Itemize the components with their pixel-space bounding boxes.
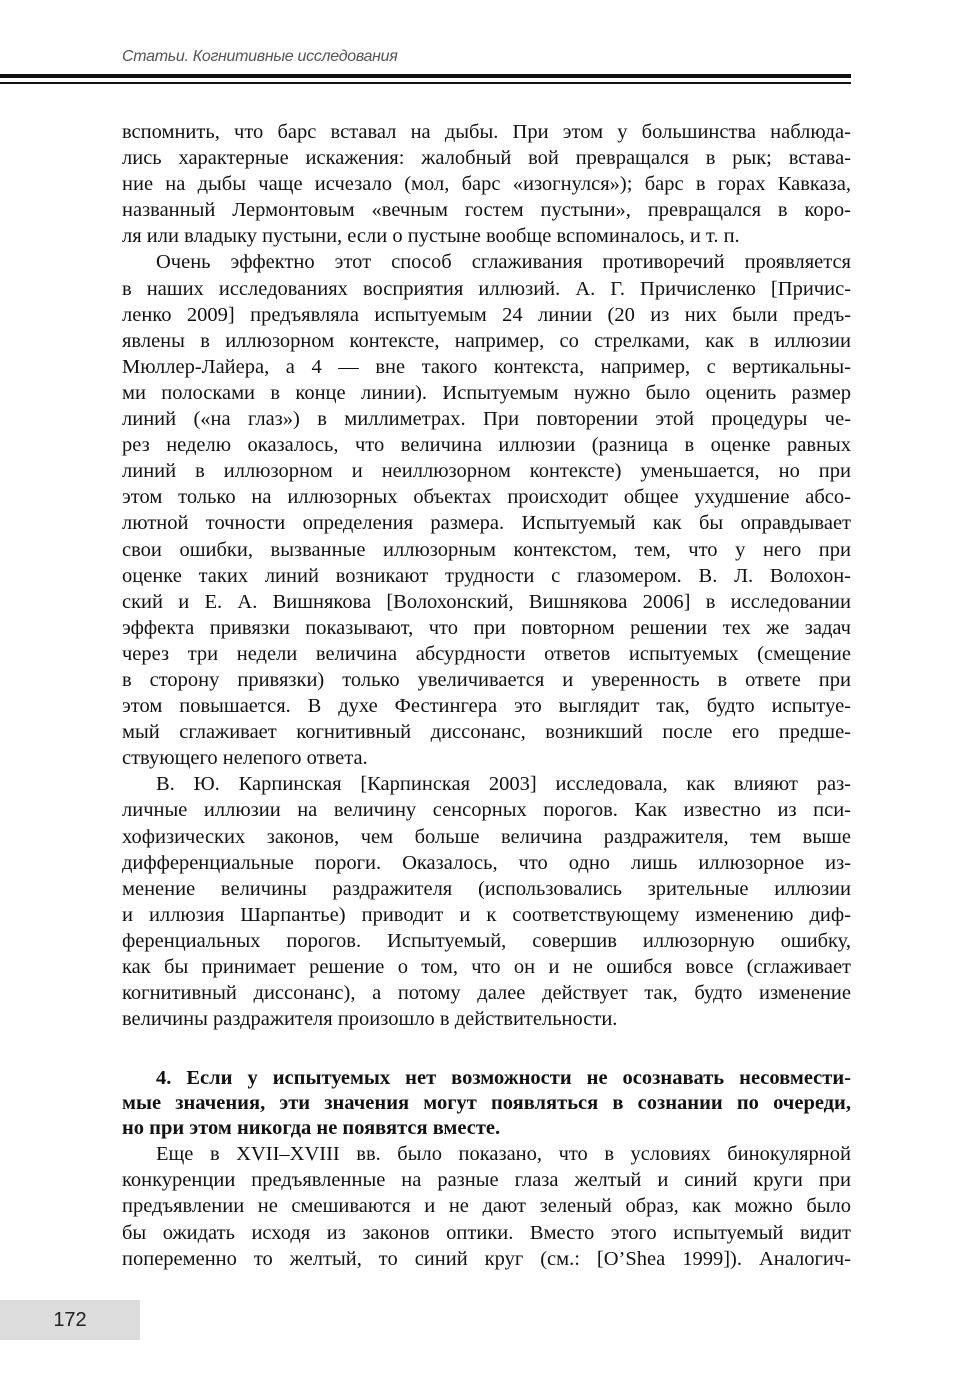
- text-line: свои ошибки, вызванные иллюзорным контекстом, тем, что у него при: [122, 538, 851, 561]
- text-line: как бы принимает решение о том, что он и не ошибся вовсе (сглаживает: [122, 956, 851, 978]
- paragraph-1: [122, 119, 851, 249]
- body-text: [122, 119, 851, 1272]
- section-heading: [122, 1066, 851, 1141]
- heading-line: мые значения, эти значения могут появляться в сознании по очереди,: [122, 1092, 851, 1115]
- text-line: эффекта привязки показывают, что при повторном решении тех же задач: [122, 616, 851, 639]
- text-line: величины раздражителя произошло в действительности.: [122, 1008, 618, 1031]
- text-line: менение величины раздражителя (использовались зрительные иллюзии: [122, 877, 851, 900]
- text-line: В. Ю. Карпинская [Карпинская 2003] исследовала, как влияют раз-: [156, 773, 851, 796]
- header-rule-thick: [0, 74, 851, 78]
- text-line: этом повышается. В духе Фестингера это выглядит так, будто испытуе-: [122, 695, 851, 718]
- running-head-title: Статьи. Когнитивные исследования: [122, 48, 398, 65]
- text-line: этом только на иллюзорных объектах происходит общее ухудшение абсо-: [122, 486, 851, 509]
- text-line: вспомнить, что барс вставал на дыбы. При этом у большинства наблюда-: [122, 121, 851, 143]
- text-line: линий в иллюзорном и неиллюзорном контексте) уменьшается, но при: [122, 460, 851, 483]
- text-line: ский и Е. А. Вишнякова [Волохонский, Вишнякова 2006] в исследовании: [122, 590, 851, 613]
- text-line: ми полосками в конце линии). Испытуемым нужно было оценить размер: [122, 381, 851, 404]
- paragraph-4: [122, 1141, 851, 1271]
- text-line: личные иллюзии на величину сенсорных порогов. Как известно из пси-: [122, 799, 851, 822]
- text-line: хофизических законов, чем больше величина раздражителя, тем выше: [122, 825, 851, 848]
- text-line: линий («на глаз») в миллиметрах. При повторении этой процедуры че-: [122, 408, 851, 431]
- text-line: ленко 2009] предъявляла испытуемым 24 линии (20 из них были предъ-: [122, 303, 851, 326]
- text-line: рез неделю оказалось, что величина иллюзии (разница в оценке равных: [122, 434, 851, 457]
- text-line: в сторону привязки) только увеличивается и уверенность в ответе при: [122, 668, 851, 691]
- text-line: Мюллер-Лайера, а 4 — вне такого контекста, например, с вертикальны-: [122, 355, 851, 378]
- text-line: ствующего нелепого ответа.: [122, 747, 368, 770]
- text-line: в наших исследованиях восприятия иллюзий. А. Г. Причисленко [Причис-: [122, 277, 851, 300]
- heading-line: но при этом никогда не появятся вместе.: [122, 1117, 501, 1140]
- text-line: конкуренции предъявленные на разные глаза желтый и синий круги при: [122, 1169, 851, 1192]
- text-line: Очень эффектно этот способ сглаживания противоречий проявляется: [156, 251, 851, 274]
- text-line: ференциальных порогов. Испытуемый, совершив иллюзорную ошибку,: [122, 929, 851, 952]
- text-line: лись характерные искажения: жалобный вой превращался в рык; встава-: [122, 147, 851, 170]
- heading-line: 4. Если у испытуемых нет возможности не осознавать несовмести-: [156, 1067, 851, 1090]
- text-line: Еще в XVII–XVIII вв. было показано, что в условиях бинокулярной: [156, 1143, 851, 1166]
- text-line: через три недели величина абсурдности ответов испытуемых (смещение: [122, 642, 851, 665]
- page-number: 172: [53, 1309, 87, 1331]
- text-line: и иллюзия Шарпантье) приводит и к соответствующему изменению диф-: [122, 903, 851, 926]
- text-line: бы ожидать исходя из законов оптики. Вместо этого испытуемый видит: [122, 1221, 851, 1244]
- text-line: явлены в иллюзорном контексте, например, со стрелками, как в иллюзии: [122, 329, 851, 352]
- text-line: оценке таких линий возникают трудности с глазомером. В. Л. Волохон-: [122, 564, 851, 587]
- text-line: лютной точности определения размера. Испытуемый как бы оправдывает: [122, 512, 851, 535]
- text-line: мый сглаживает когнитивный диссонанс, возникший после его предше-: [122, 721, 851, 744]
- text-line: попеременно то желтый, то синий круг (см.: [O’Shea 1999]). Аналогич-: [122, 1247, 851, 1270]
- text-line: дифференциальные пороги. Оказалось, что одно лишь иллюзорное из-: [122, 851, 851, 874]
- paragraph-2: [122, 249, 851, 771]
- text-line: предъявлении не смешиваются и не дают зеленый образ, как можно было: [122, 1195, 851, 1218]
- header-rule-thin: [0, 82, 851, 84]
- text-line: ние на дыбы чаще исчезало (мол, барс «изогнулся»); барс в горах Кавказа,: [122, 173, 851, 196]
- text-line: названный Лермонтовым «вечным гостем пустыни», превращался в коро-: [122, 199, 851, 222]
- text-line: когнитивный диссонанс), а потому далее действует так, будто изменение: [122, 982, 851, 1005]
- text-line: ля или владыку пустыни, если о пустыне вообще вспоминалось, и т. п.: [122, 225, 740, 248]
- paragraph-3: [122, 771, 851, 1032]
